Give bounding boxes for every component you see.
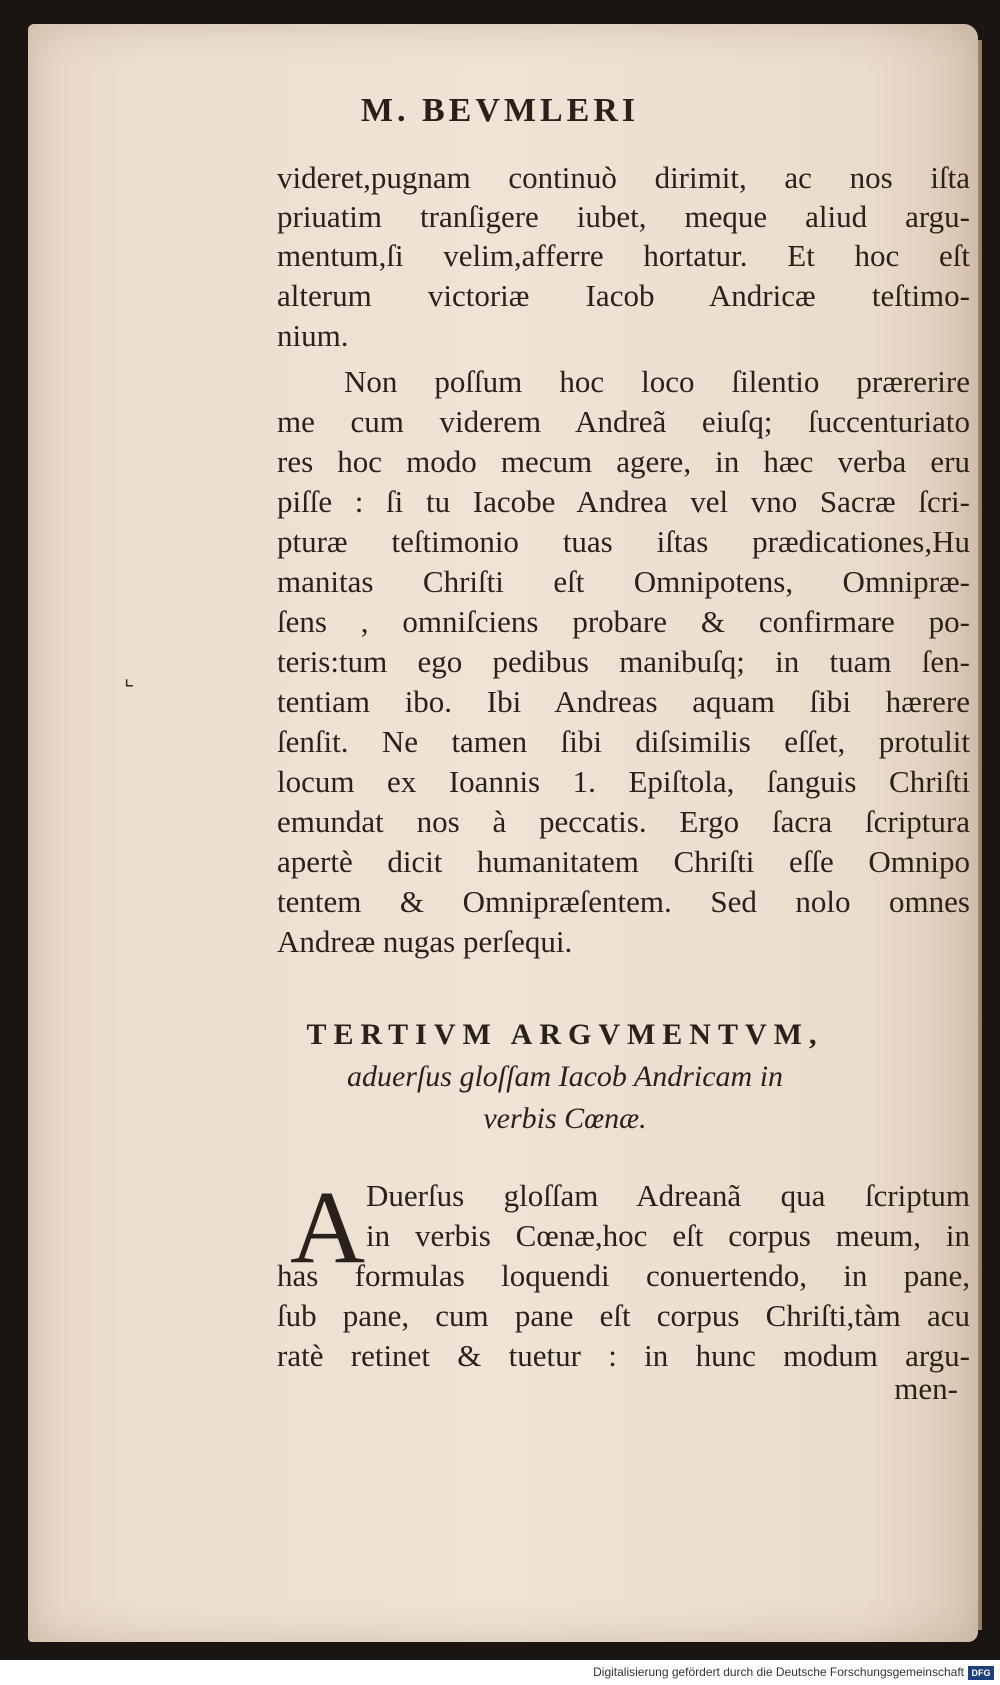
text-line: Non poſſum hoc loco ſilentio prærerire bbox=[344, 364, 970, 399]
dfg-logo: DFG bbox=[968, 1666, 994, 1680]
text-line: nium. bbox=[277, 318, 349, 353]
text-line: alterum victoriæ Iacob Andricæ teſtimo- bbox=[277, 278, 970, 313]
text-line: Andreæ nugas perſequi. bbox=[277, 924, 573, 959]
margin-mark: ⌞ bbox=[124, 665, 135, 690]
text-line: apertè dicit humanitatem Chriſti eſſe Omnipo bbox=[277, 844, 970, 879]
text-line: res hoc modo mecum agere, in hæc verba eru bbox=[277, 444, 970, 479]
text-line: pturæ teſtimonio tuas iſtas prædicationes,Hu bbox=[277, 524, 970, 559]
text-line: priuatim tranſigere iubet, meque aliud argu- bbox=[277, 199, 970, 234]
text-line: has formulas loquendi conuertendo, in pane, bbox=[277, 1258, 970, 1293]
text-line: in verbis Cœnæ,hoc eſt corpus meum, in bbox=[366, 1218, 970, 1253]
text-line: mentum,ſi velim,afferre hortatur. Et hoc eſt bbox=[277, 238, 970, 273]
text-line: piſſe : ſi tu Iacobe Andrea vel vno Sacræ ſcri- bbox=[277, 484, 970, 519]
text-line: ſenſit. Ne tamen ſibi diſsimilis eſſet, protulit bbox=[277, 724, 970, 759]
text-line: Duerſus gloſſam Adreanã qua ſcriptum bbox=[366, 1178, 970, 1213]
text-line: locum ex Ioannis 1. Epiſtola, ſanguis Chriſti bbox=[277, 764, 970, 799]
text-line: teris:tum ego pedibus manibuſq; in tuam ſen- bbox=[277, 644, 970, 679]
section-title: TERTIVM ARGVMENTVM, bbox=[306, 1018, 824, 1051]
section-subtitle: verbis Cœnæ. bbox=[483, 1102, 647, 1135]
text-line: ſub pane, cum pane eſt corpus Chriſti,tàm acu bbox=[277, 1298, 970, 1333]
text-line: manitas Chriſti eſt Omnipotens, Omnipræ- bbox=[277, 564, 970, 599]
section-subtitle: aduerſus gloſſam Iacob Andricam in bbox=[346, 1060, 784, 1093]
catchword: men- bbox=[894, 1371, 958, 1406]
running-header: M. BEVMLERI bbox=[360, 92, 640, 129]
text-line: ratè retinet & tuetur : in hunc modum argu- bbox=[277, 1338, 970, 1373]
text-line: tentem & Omnipræſentem. Sed nolo omnes bbox=[277, 884, 970, 919]
text-line: emundat nos à peccatis. Ergo ſacra ſcriptura bbox=[277, 804, 970, 839]
text-line: me cum viderem Andreã eiuſq; ſuccenturiato bbox=[277, 404, 970, 439]
footer-credit: Digitalisierung gefördert durch die Deutsche Forschungsgemeinschaft bbox=[593, 1665, 964, 1679]
footer-bar bbox=[0, 1660, 1000, 1685]
drop-cap: A bbox=[290, 1170, 366, 1285]
text-line: tentiam ibo. Ibi Andreas aquam ſibi hærere bbox=[277, 684, 970, 719]
text-line: videret,pugnam continuò dirimit, ac nos iſta bbox=[277, 160, 970, 195]
text-line: ſens , omniſciens probare & confirmare po- bbox=[277, 604, 970, 639]
